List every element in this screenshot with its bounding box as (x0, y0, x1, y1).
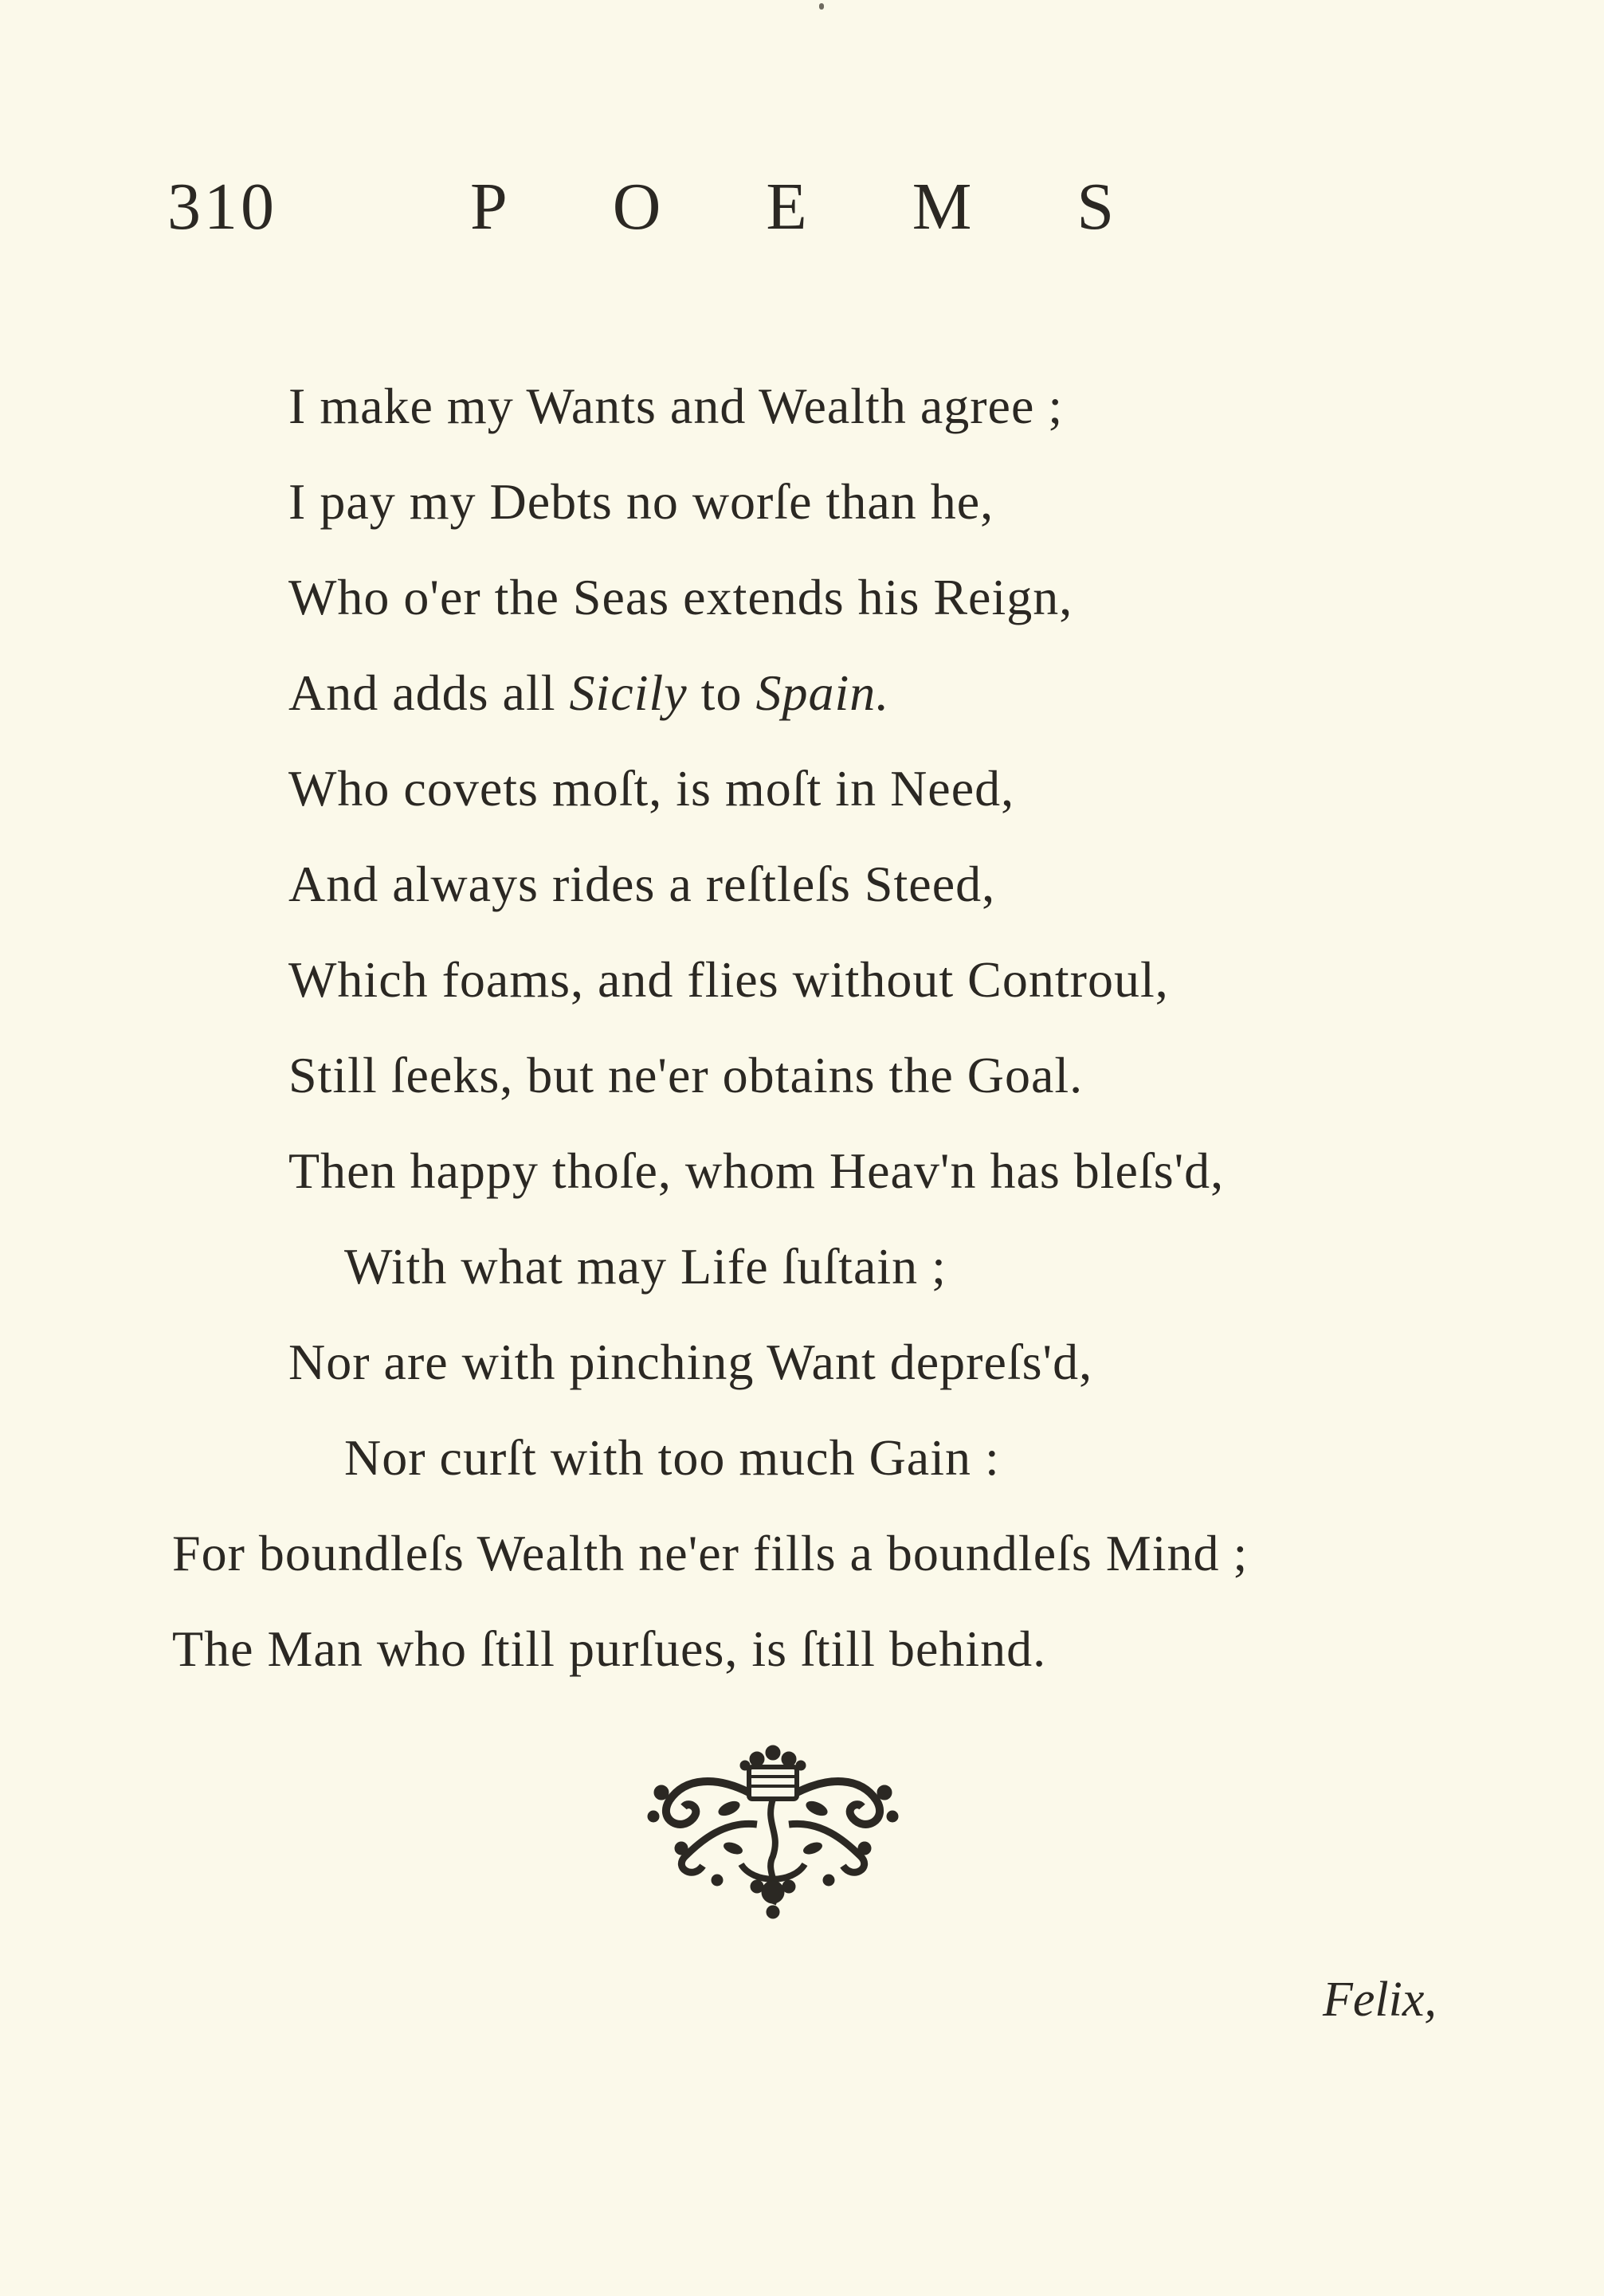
poem-line-text: to (687, 664, 756, 721)
poem-line: Who covets moſt, is moſt in Need, (288, 760, 1015, 817)
poem-line-indented: Nor curſt with too much Gain : (344, 1429, 1000, 1486)
poem-line: I pay my Debts no worſe than he, (288, 473, 994, 530)
poem-line: Which foams, and flies without Controul, (288, 951, 1169, 1008)
floral-basket-ornament-icon (637, 1745, 908, 1920)
poem-line-outdented: For boundleſs Wealth ne'er fills a boundleſs Mind ; (172, 1525, 1249, 1581)
page-number: 310 (167, 170, 277, 244)
poem-line: Who o'er the Seas extends his Reign, (288, 569, 1073, 625)
poem-line-outdented: The Man who ſtill purſues, is ſtill behind. (172, 1620, 1047, 1677)
poem-line (288, 661, 889, 725)
poem-line: I make my Wants and Wealth agree ; (288, 378, 1064, 434)
poem-line: Nor are with pinching Want depreſs'd, (288, 1334, 1093, 1390)
place-name-italic: Spain. (755, 664, 890, 721)
poem-line: Then happy thoſe, whom Heav'n has bleſs'd, (288, 1142, 1225, 1199)
page-header (167, 159, 1220, 255)
place-name-italic: Sicily (569, 664, 688, 721)
poem-line: Still ſeeks, but ne'er obtains the Goal. (288, 1047, 1084, 1103)
poem-line-indented: With what may Life ſuſtain ; (344, 1238, 947, 1295)
running-head: POEMS (470, 170, 1220, 244)
poem-line-text: And adds all (288, 664, 570, 721)
poem-line: And always rides a reſtleſs Steed, (288, 856, 996, 912)
catchword: Felix, (1323, 1973, 1437, 2027)
paper-speck (819, 3, 824, 10)
